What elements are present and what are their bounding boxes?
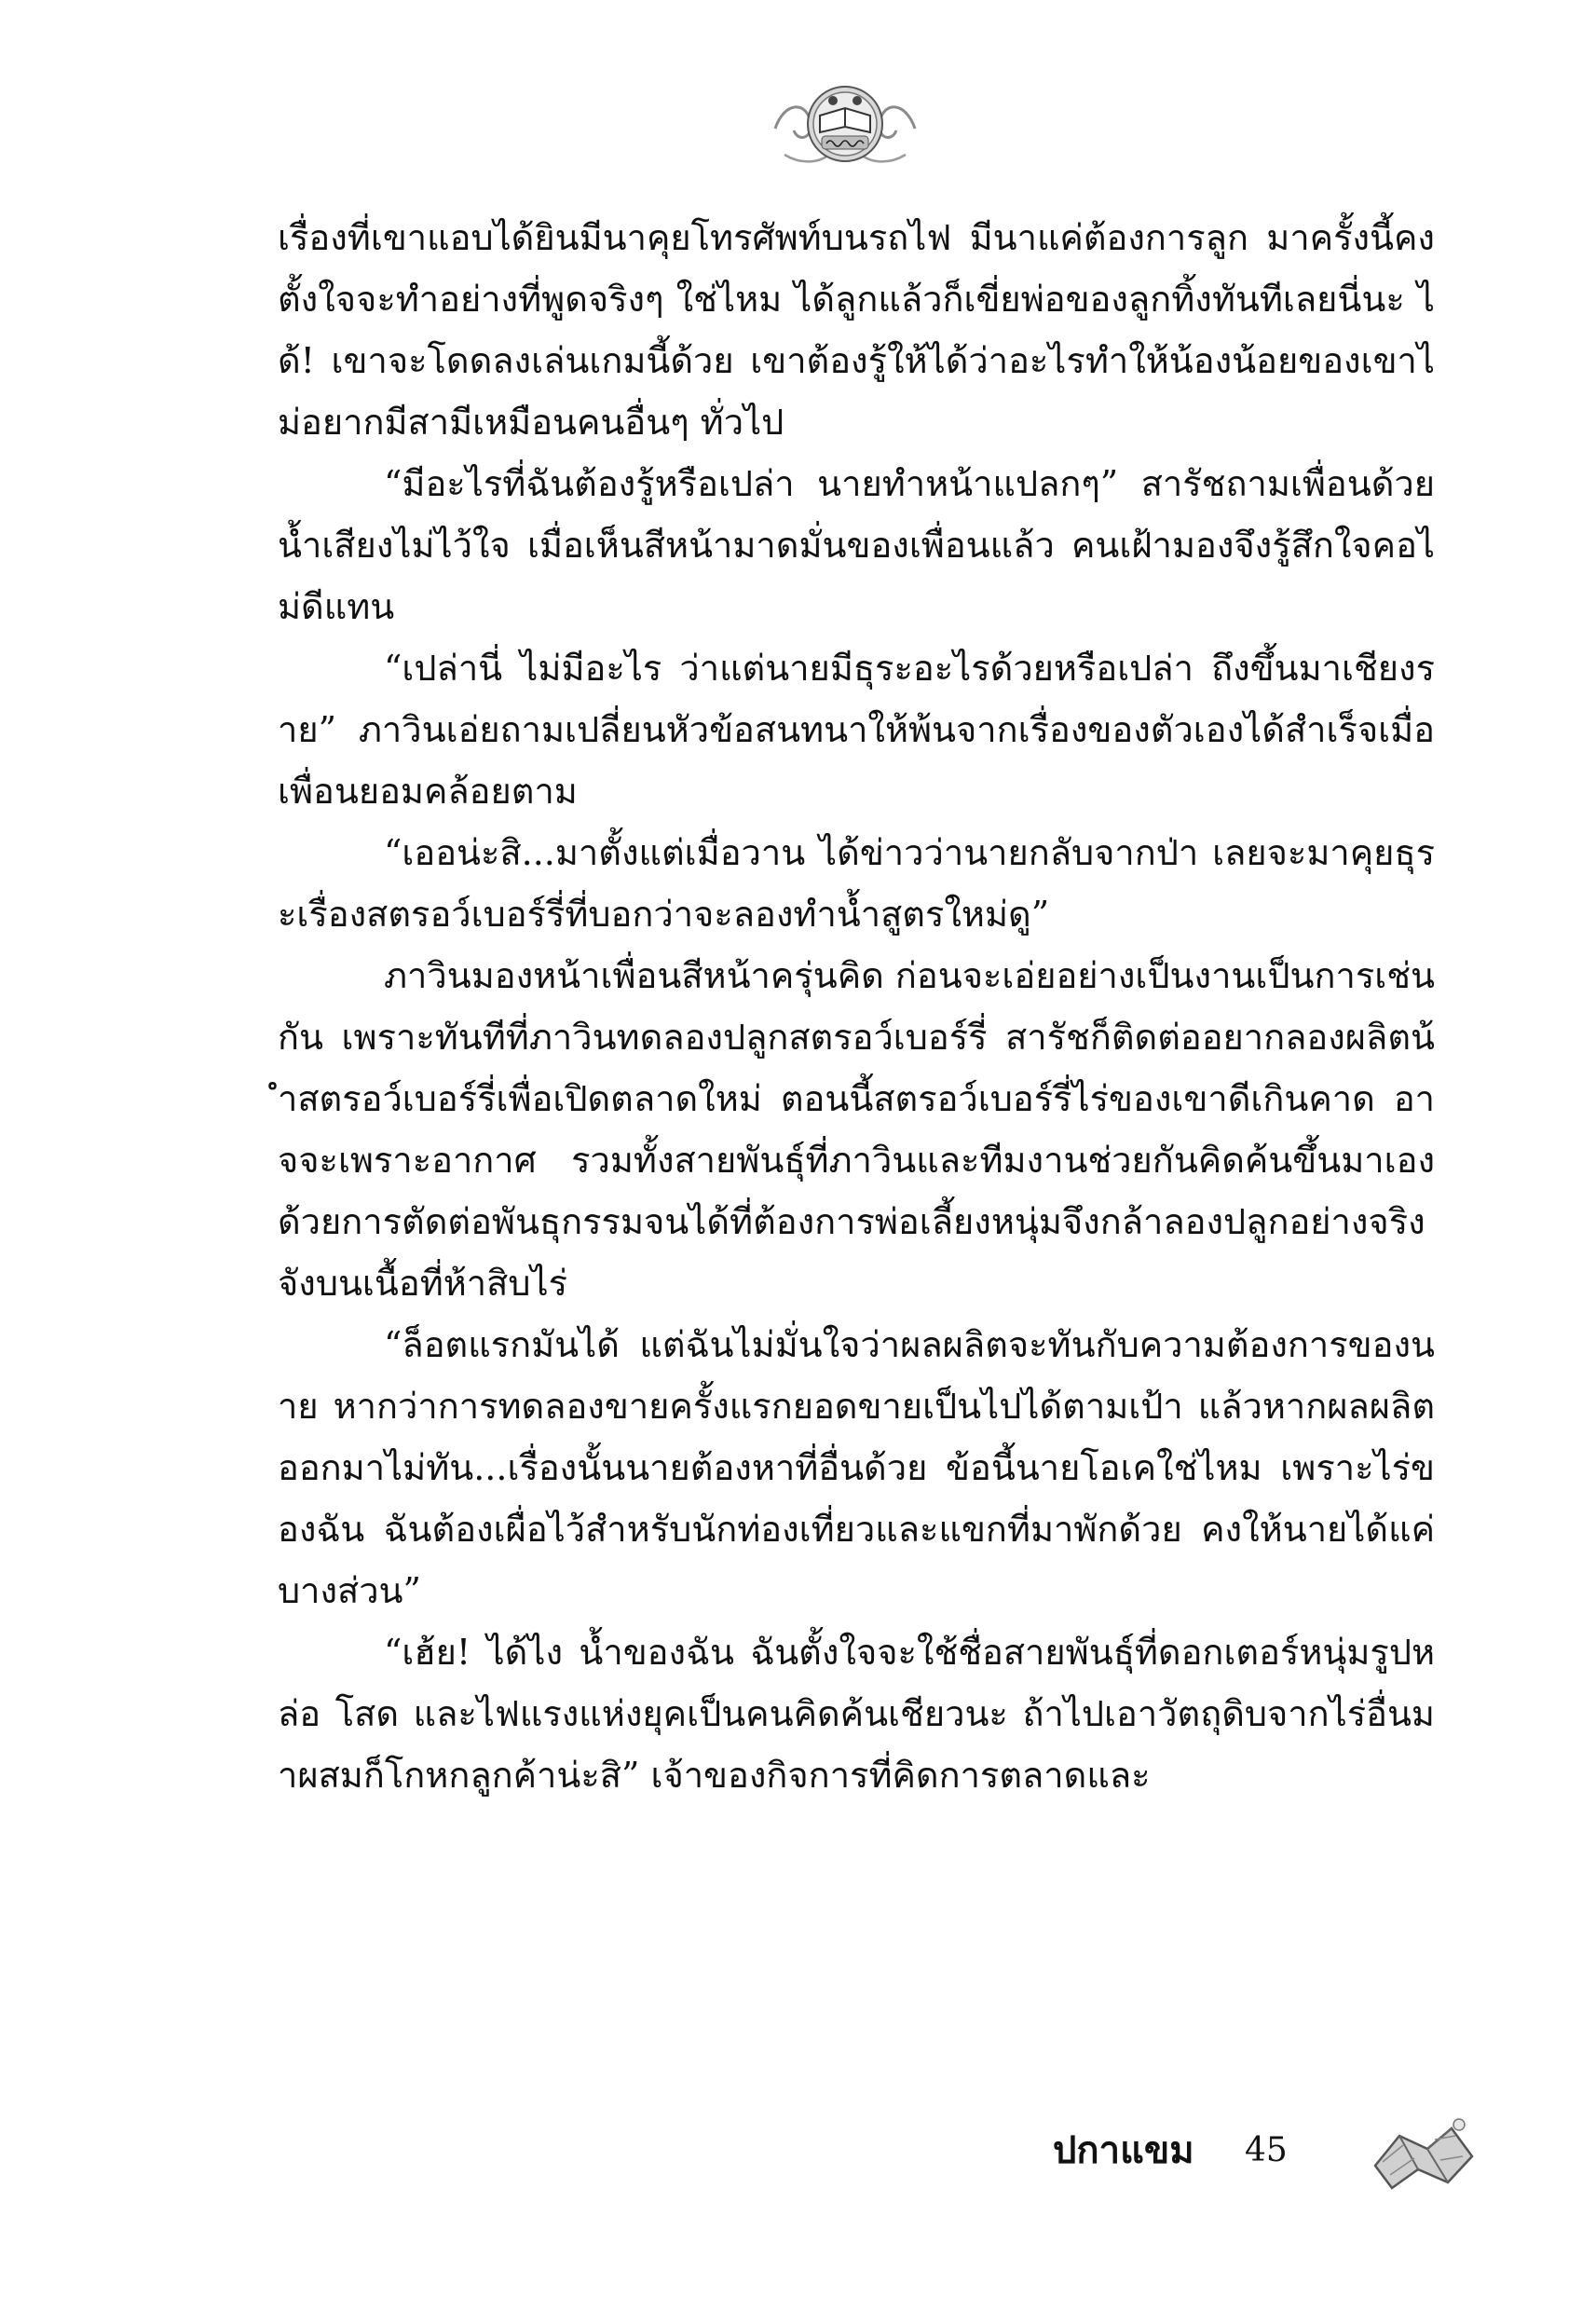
paragraph-3: “เปล่านี่ ไม่มีอะไร ว่าแต่นายมีธุระอะไรด้วยหรือเปล่า ถึงขึ้นมาเชียงราย” ภาวินเอ่ยถามเปลี่ยนหัวข้อสนทนาให้พ้นจากเรื่องของตัวเองได้สำเร็จเมื่อเพื่อนยอมคล้อยตาม xyxy=(278,648,1435,812)
page-footer xyxy=(1053,2108,1481,2210)
paragraph-1: เรื่องที่เขาแอบได้ยินมีนาคุยโทรศัพท์บนรถไฟ มีนาแค่ต้องการลูก มาครั้งนี้คงตั้งใจจะทำอย่างที่พูดจริงๆ ใช่ไหม ได้ลูกแล้วก็เขี่ยพ่อของลูกทิ้งทันทีเลยนี่นะ ได้! เขาจะโดดลงเล่นเกมนี้ด้วย เขาต้องรู้ให้ได้ว่าอะไรทำให้น้องน้อยของเขาไม่อยากมีสามีเหมือนคนอื่นๆ ทั่วไป xyxy=(278,217,1435,443)
page-number: 45 xyxy=(1245,2131,1288,2169)
header-logo xyxy=(766,73,924,175)
ornamental-book-emblem-icon xyxy=(766,73,924,175)
paragraph-7: “เฮ้ย! ได้ไง น้ำของฉัน ฉันตั้งใจจะใช้ชื่อสายพันธุ์ที่ดอกเตอร์หนุ่มรูปหล่อ โสด และไฟแรงแห่งยุคเป็นคนคิดค้นเชียวนะ ถ้าไปเอาวัตถุดิบจากไร่อื่นมาผสมก็โกหกลูกค้าน่ะสิ” เจ้าของกิจการที่คิดการตลาดและ xyxy=(278,1632,1435,1796)
paragraph-4: “เออน่ะสิ...มาตั้งแต่เมื่อวาน ได้ข่าวว่านายกลับจากป่า เลยจะมาคุยธุระเรื่องสตรอว์เบอร์รี่ที่บอกว่าจะลองทำน้ำสูตรใหม่ดู” xyxy=(278,832,1435,935)
paragraph-2: “มีอะไรที่ฉันต้องรู้หรือเปล่า นายทำหน้าแปลกๆ” สารัชถามเพื่อนด้วยน้ำเสียงไม่ไว้ใจ เมื่อเห็นสีหน้ามาดมั่นของเพื่อนแล้ว คนเฝ้ามองจึงรู้สึกใจคอไม่ดีแทน xyxy=(278,463,1435,627)
paragraph-5: ภาวินมองหน้าเพื่อนสีหน้าครุ่นคิด ก่อนจะเอ่ยอย่างเป็นงานเป็นการเช่นกัน เพราะทันทีที่ภาวินทดลองปลูกสตรอว์เบอร์รี่ สารัชก็ติดต่ออยากลองผลิตน้ำสตรอว์เบอร์รี่เพื่อเปิดตลาดใหม่ ตอนนี้สตรอว์เบอร์รี่ไร่ของเขาดีเกินคาด อาจจะเพราะอากาศ รวมทั้งสายพันธุ์ที่ภาวินและทีมงานช่วยกันคิดค้นขึ้นมาเอง ด้วยการตัดต่อพันธุกรรมจนได้ที่ต้องการพ่อเลี้ยงหนุ่มจึงกล้าลองปลูกอย่างจริงจังบนเนื้อที่ห้าสิบไร่ xyxy=(278,955,1435,1304)
folded-ornament-icon xyxy=(1362,2108,1481,2201)
body-text xyxy=(278,207,1435,2099)
paragraph-6: “ล็อตแรกมันได้ แต่ฉันไม่มั่นใจว่าผลผลิตจะทันกับความต้องการของนาย หากว่าการทดลองขายครั้งแรกยอดขายเป็นไปได้ตามเป้า แล้วหากผลผลิตออกมาไม่ทัน...เรื่องนั้นนายต้องหาที่อื่นด้วย ข้อนี้นายโอเคใช่ไหม เพราะไร่ของฉัน ฉันต้องเผื่อไว้สำหรับนักท่องเที่ยวและแขกที่มาพักด้วย คงให้นายได้แค่บางส่วน” xyxy=(278,1324,1435,1611)
book-title: ปกาแขม xyxy=(1053,2129,1194,2172)
